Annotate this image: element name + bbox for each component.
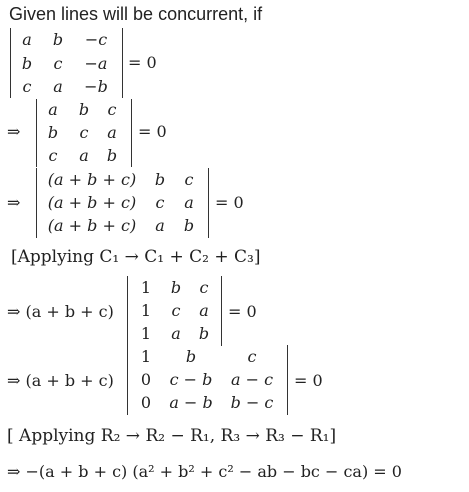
equals-zero: = 0	[215, 193, 244, 212]
applying-note-2: [ Applying R₂ → R₂ − R₁, R₃ → R₃ − R₁]	[7, 426, 337, 446]
det-bar-left	[36, 99, 37, 167]
factor-prefix: ⇒ (a + b + c)	[7, 371, 114, 390]
equals-zero: = 0	[138, 122, 167, 141]
det-bar-left	[36, 168, 37, 238]
det-bar-left	[10, 28, 11, 98]
applying-note-1: [Applying C₁ → C₁ + C₂ + C₃]	[11, 247, 261, 267]
final-equation: ⇒ −(a + b + c) (a² + b² + c² − ab − bc − ca) = 0	[7, 462, 402, 481]
factor-prefix: ⇒ (a + b + c)	[7, 302, 114, 321]
equals-zero: = 0	[228, 302, 257, 321]
det-bar-right	[287, 345, 288, 415]
det-bar-right	[208, 168, 209, 238]
det-bar-right	[122, 28, 123, 98]
det-bar-left	[127, 345, 128, 415]
equals-zero: = 0	[128, 53, 157, 72]
det-bar-left	[127, 276, 128, 346]
equals-zero: = 0	[294, 371, 323, 390]
heading: Given lines will be concurrent, if	[9, 4, 263, 24]
implies-symbol: ⇒	[7, 193, 21, 212]
det-bar-right	[221, 276, 222, 346]
implies-symbol: ⇒	[7, 122, 21, 141]
det-bar-right	[131, 99, 132, 167]
